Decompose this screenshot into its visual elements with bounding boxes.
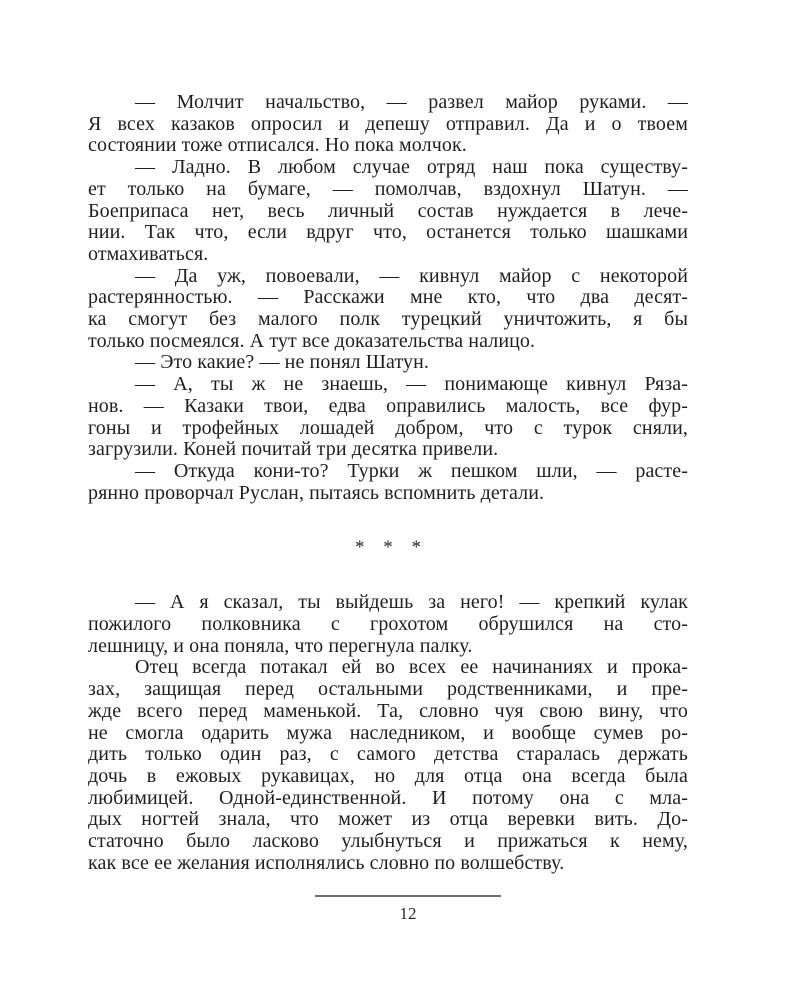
page-number: 12 [399,903,417,923]
text-section [88,592,688,874]
text-line: нов. — Казаки твои, едва оправились малость, все фур- [88,394,688,417]
text-section [88,92,688,504]
text-line: — Это какие? — не понял Шатун. [135,351,430,374]
text-line: отмахиваться. [88,242,209,265]
text-line: — А, ты ж не знаешь, — понимающе кивнул Ряза- [135,373,688,396]
paragraph [88,592,688,657]
text-line: дых ногтей знала, что может из отца веревки вить. До- [88,808,688,831]
text-line: состоянии тоже отписался. Но пока молчок. [88,134,467,157]
text-line: — Молчит начальство, — развел майор руками. — [135,91,688,113]
text-line: дочь в ежовых рукавицах, но для отца она всегда была [88,764,688,787]
text-line: — А я сказал, ты выйдешь за него! — крепкий кулак [135,591,688,614]
text-line: любимицей. Одной-единственной. И потому она с мла- [88,786,688,809]
paragraph [88,461,688,504]
paragraph [88,92,688,157]
paragraph [88,374,688,461]
page-footer [108,895,708,924]
text-line: нии. Так что, если вдруг что, останется только шашками [88,221,688,244]
paragraph [88,352,688,374]
text-line: статочно было ласково улыбнуться и прижаться к нему, [88,830,688,853]
text-line: только посмеялся. А тут все доказательства налицо. [88,329,536,352]
text-line: ет только на бумаге, — помолчав, вздохнул Шатун. — [88,177,688,200]
text-line: пожилого полковника с грохотом обрушился на сто- [88,613,688,636]
text-line: Я всех казаков опросил и депешу отправил. Да и о твоем [88,112,688,135]
text-line: не смогла одарить мужа наследником, и вообще сумев ро- [88,721,688,744]
text-line: — Откуда кони-то? Турки ж пешком шли, — расте- [135,459,688,482]
text-line: жде всего перед маменькой. Та, словно чуя свою вину, что [88,699,688,722]
text-line: ка смогут без малого полк турецкий уничтожить, я бы [88,308,688,331]
text-line: лешницу, и она поняла, что перегнула палку. [88,634,473,657]
text-line: — Ладно. В любом случае отряд наш пока существу- [135,156,688,179]
paragraph [88,157,688,266]
text-line: рянно проворчал Руслан, пытаясь вспомнить детали. [88,481,545,504]
section-separator: * * * [355,537,421,559]
text-line: гоны и трофейных лошадей добром, что с турок сняли, [88,416,688,439]
footer-rule [315,895,501,897]
text-line: зах, защищая перед остальными родственниками, и пре- [88,678,688,701]
paragraph [88,657,688,874]
text-line: как все ее желания исполнялись словно по волшебству. [88,851,565,874]
text-line: Отец всегда потакал ей во всех ее начинаниях и прока- [135,656,688,679]
text-line: — Да уж, повоевали, — кивнул майор с некоторой [135,264,688,287]
text-line: растерянностью. — Расскажи мне кто, что два десят- [88,286,688,309]
text-line: Боеприпаса нет, весь личный состав нуждается в лече- [88,199,688,222]
paragraph [88,266,688,353]
text-line: загрузили. Коней почитай три десятка привели. [88,438,499,461]
text-line: дить только один раз, с самого детства старалась держать [88,743,688,766]
